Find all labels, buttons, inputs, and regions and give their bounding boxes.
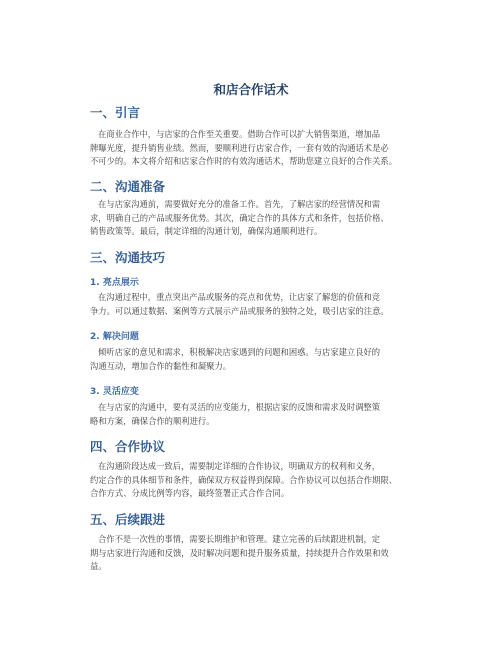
section-paragraph-agreement [90,460,422,501]
paragraph-line: 在沟通阶段达成一致后，需要制定详细的合作协议，明确双方的权利和义务， [98,461,381,471]
section-heading-techniques: 三、沟通技巧 [90,250,166,265]
section-heading-follow-up: 五、后续跟进 [90,512,166,527]
document-title: 和店合作话术 [213,82,289,97]
paragraph-line: 合作不是一次性的事情，需要长期维护和管理。建立完善的后续跟进机制，定 [98,534,381,544]
section-paragraph-preparation [90,198,422,239]
paragraph-line: 牌曝光度，提升销售业绩。然而，要顺利进行店家合作，一套有效的沟通话术是必 [90,142,389,153]
section-paragraph-follow-up [90,533,422,574]
subsection-paragraph-problem-solving [90,346,422,373]
section-paragraph-introduction [90,128,422,169]
section-heading-introduction: 一、引言 [90,105,141,120]
paragraph-line: 求，明确自己的产品或服务优势。其次，确定合作的具体方式和条件，包括价格、 [90,212,389,223]
paragraph-line: 在与店家的沟通中，要有灵活的应变能力，根据店家的反馈和需求及时调整策 [98,402,381,412]
section-heading-preparation: 二、沟通准备 [90,179,166,194]
paragraph-line: 在沟通过程中，重点突出产品或服务的亮点和优势，让店家了解您的价值和竞 [98,292,381,302]
paragraph-line: 在商业合作中，与店家的合作至关重要。借助合作可以扩大销售渠道，增加品 [98,129,381,139]
paragraph-line: 益。 [90,561,107,571]
paragraph-line: 约定合作的具体细节和条件，确保双方权益得到保障。合作协议可以包括合作期限、 [90,474,397,485]
paragraph-line: 沟通互动，增加合作的黏性和凝聚力。 [90,360,232,371]
paragraph-line: 略和方案，确保合作的顺利进行。 [90,415,215,426]
subsection-paragraph-flexibility [90,401,422,428]
paragraph-line: 倾听店家的意见和需求，积极解决店家遇到的问题和困惑。与店家建立良好的 [98,347,381,357]
paragraph-line: 不可少的。本文将介绍和店家合作时的有效沟通话术，帮助您建立良好的合作关系。 [90,156,397,166]
paragraph-line: 销售政策等。最后，制定详细的沟通计划，确保沟通顺利进行。 [90,226,323,236]
subsection-heading-problem-solving: 2. 解决问题 [90,332,139,342]
paragraph-line: 在与店家沟通前，需要做好充分的准备工作。首先，了解店家的经营情况和需 [98,199,381,209]
subsection-heading-flexibility: 3. 灵活应变 [90,387,139,397]
paragraph-line: 合作方式、分成比例等内容，最终签署正式合作合同。 [90,488,290,498]
paragraph-line: 争力。可以通过数据、案例等方式展示产品或服务的独特之处，吸引店家的注意。 [90,305,389,316]
paragraph-line: 期与店家进行沟通和反馈，及时解决问题和提升服务质量，持续提升合作效果和效 [90,547,389,558]
subsection-heading-highlights: 1. 亮点展示 [90,278,139,288]
subsection-paragraph-highlights [90,291,422,318]
section-heading-agreement: 四、合作协议 [90,439,166,454]
